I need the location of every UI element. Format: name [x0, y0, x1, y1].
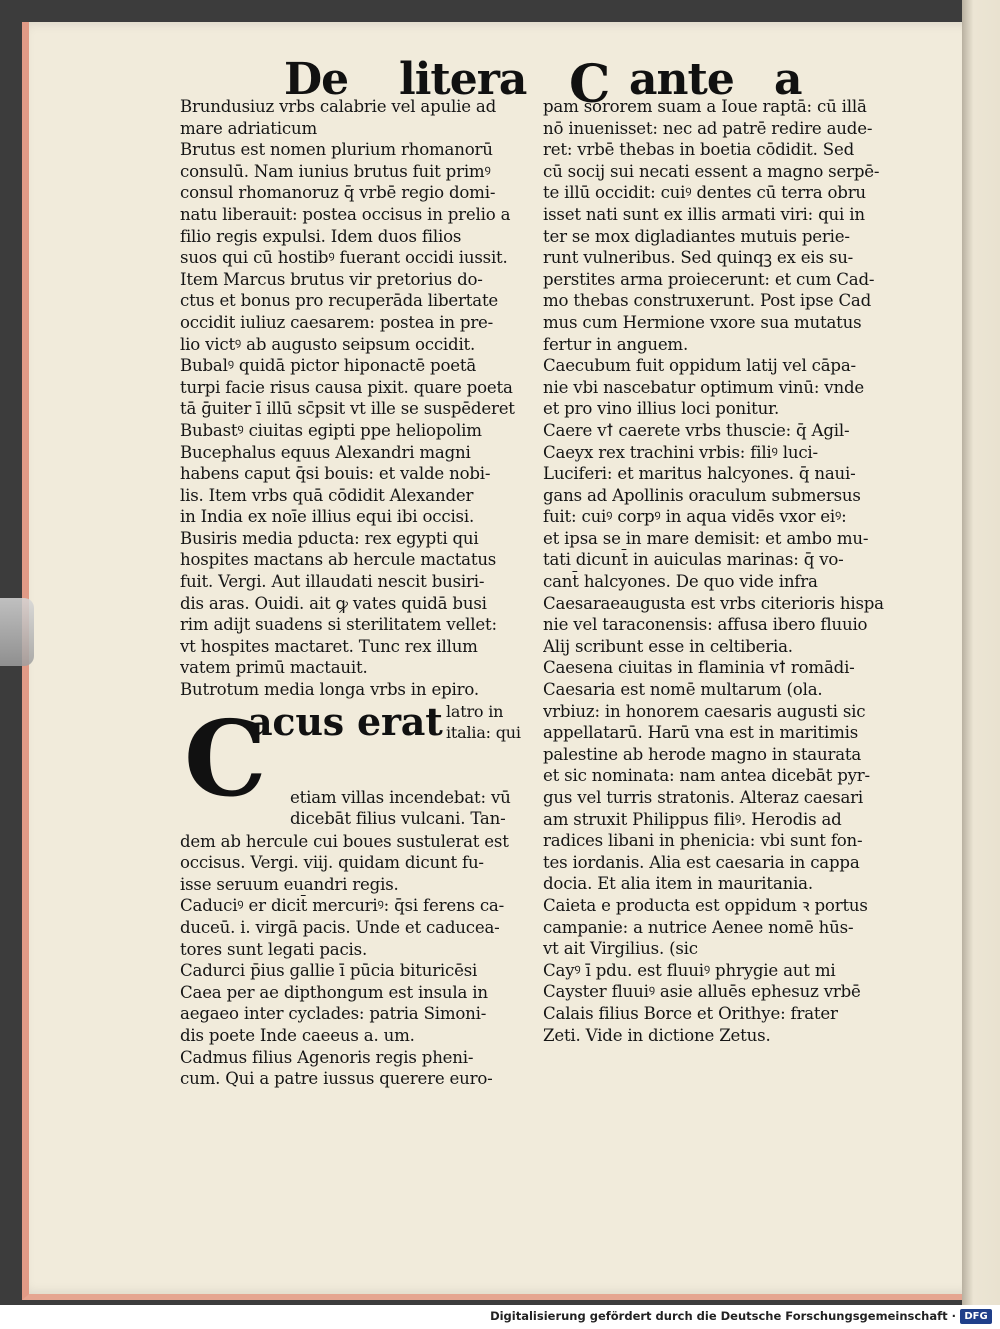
text-line: in India ex noīe illius equi ibi occisi. [180, 507, 475, 527]
text-line: occisus. Vergi. viij. quidam dicunt fu- [180, 853, 484, 873]
text-line: dis aras. Ouidi. ait ꝙ vates quidā busi [180, 593, 487, 613]
text-line: et sic nominata: nam antea dicebāt pyr- [543, 766, 870, 786]
text-line: ctus et bonus pro recuperāda libertate [180, 291, 499, 311]
left-text-column [180, 96, 525, 1090]
text-line: mus cum Hermione vxore sua mutatus [543, 312, 862, 332]
text-line: Caere vꝉ caerete vrbs thuscie: q̄ Agil- [543, 420, 850, 440]
header-letter-c: C [569, 54, 610, 115]
text-line: Bubalꝰ quidā pictor hiponactē poetā [180, 356, 477, 376]
text-line: duceū. i. virgā pacis. Unde et caducea- [180, 918, 500, 937]
text-line: et ipsa se in mare demisit: et ambo mu- [543, 528, 869, 548]
text-line: lis. Item vrbs quā cōdidit Alexander [180, 485, 474, 505]
text-line: tati dicunt̄ in auiculas marinas: q̄ vo- [543, 550, 844, 570]
text-line: dem ab hercule cui boues sustulerat est [180, 831, 509, 851]
decorated-initial-section [180, 696, 525, 831]
text-line: cant̄ halcyones. De quo vide infra [543, 572, 818, 592]
text-line: Cadmus filius Agenoris regis pheni- [180, 1047, 474, 1067]
text-line: vatem primū mactauit. [180, 658, 368, 678]
left-column-entries [180, 96, 525, 701]
text-line: latro in [446, 701, 504, 721]
text-line: nie vbi nascebatur optimum vinū: vnde [543, 377, 864, 397]
dfg-logo: DFG [960, 1309, 992, 1324]
text-line: nō inuenisset: nec ad patrē redire aude- [543, 118, 873, 138]
text-line: filio regis expulsi. Idem duos filios [180, 226, 462, 246]
text-line: Calais filius Borce et Orithye: frater [543, 1003, 838, 1023]
text-line: gus vel turris stratonis. Alteraz caesari [543, 788, 863, 807]
text-line: te illū occidit: cuiꝰ dentes cū terra obru [543, 183, 866, 203]
text-line: am struxit Philippus filiꝰ. Herodis ad [543, 809, 842, 829]
text-line: et pro vino illius loci ponitur. [543, 399, 780, 419]
text-line: gans ad Apollinis oraculum submersus [543, 485, 861, 505]
text-line: dicebāt filius vulcani. Tan- [290, 809, 506, 829]
initial-under-text [290, 787, 540, 830]
text-line: pam sororem suam a Ioue raptā: cū illā [543, 97, 867, 116]
text-line: Bubastꝰ ciuitas egipti ppe heliopolim [180, 420, 482, 440]
text-line: fertur in anguem. [543, 334, 689, 354]
text-line: Cayꝰ ī pdu. est fluuiꝰ phrygie aut mi [543, 960, 836, 980]
text-line: Caesaria est nomē multarum (ola. [543, 680, 823, 700]
text-line: dis poete Inde caeeus a. um. [180, 1025, 415, 1045]
right-text-column [543, 96, 895, 1046]
text-line: fuit. Vergi. Aut illaudati nescit busiri- [180, 572, 485, 592]
text-line: Caduciꝰ er dicit̄ mercuriꝰ: q̄si ferens ca- [180, 896, 505, 916]
text-line: turpi facie risus causa pixit. quare poeta [180, 377, 513, 397]
text-line: Butrotum media longa vrbs in epiro. [180, 680, 479, 700]
text-line: Bucephalus equus Alexandri magni [180, 442, 471, 462]
text-line: radices libani in phenicia: vbi sunt fon- [543, 831, 863, 851]
text-line: vrbiuz: in honorem caesaris augusti sic [543, 701, 866, 721]
decorated-initial-letter: C [184, 696, 267, 820]
text-line: tā ḡuiter ī illū sc̄psit vt ille se suspēderet [180, 399, 515, 419]
text-line: occidit iuliuz caesarem: postea in pre- [180, 312, 494, 332]
text-line: Brutus est nomen plurium rhomanorū [180, 140, 493, 160]
text-line: campanie: a nutrice Aenee nomē hūs- [543, 917, 854, 937]
header-word-ante: ante [629, 54, 734, 105]
text-line: ret: vrbē thebas in boetia cōdidit. Sed [543, 140, 855, 160]
text-line: etiam villas incendebat: vū [290, 787, 511, 807]
text-line: habens caput q̄si bouis: et valde nobi- [180, 464, 491, 484]
text-line: mo thebas construxerunt. Post ipse Cad [543, 291, 872, 311]
text-line: runt vulneribus. Sed quinqꝫ ex eis su- [543, 248, 854, 268]
text-line: cū socij sui necati essent a magno serpē- [543, 161, 880, 181]
initial-continuation [180, 831, 525, 896]
text-line: Busiris media pducta: rex egypti qui [180, 528, 479, 548]
header-letter-a: a [774, 54, 802, 105]
text-line: perstites arma proiecerunt: et cum Cad- [543, 269, 875, 289]
text-line: appellatarū. Harū vna est in maritimis [543, 723, 859, 743]
facing-page-edge [962, 0, 1000, 1305]
text-line: Caecubum fuit oppidum latij vel cāpa- [543, 356, 856, 376]
text-line: hospites mactans ab hercule mactatus [180, 550, 497, 570]
right-column-entries [543, 96, 895, 1046]
text-line: Luciferi: et maritus halcyones. q̄ naui- [543, 464, 856, 484]
digitization-footer [0, 1305, 1000, 1329]
text-line: cum. Qui a patre iussus querere euro- [180, 1069, 493, 1089]
text-line: Zeti. Vide in dictione Zetus. [543, 1025, 771, 1045]
funding-credit: Digitalisierung gefördert durch die Deutsche Forschungsgemeinschaft · [490, 1309, 956, 1323]
left-column-entries-continued [180, 895, 525, 1089]
text-line: ter se mox digladiantes mutuis perie- [543, 226, 850, 246]
text-line: Item Marcus brutus vir pretorius do- [180, 269, 483, 289]
text-line: italia: qui [446, 723, 521, 743]
text-line: docia. Et alia item in mauritania. [543, 874, 813, 894]
initial-heading-word: acus erat [248, 698, 443, 744]
text-line: Caesaraeaugusta est vrbs citerioris hispa [543, 593, 884, 613]
text-line: vt hospites mactaret. Tunc rex illum [180, 636, 478, 656]
text-line: Caea per ae dipthongum est insula in [180, 982, 488, 1002]
text-line: isse seruum euandri regis. [180, 874, 399, 894]
text-line: Cadurci p̄ius gallie ī pūcia bituricēsi [180, 961, 478, 981]
text-line: tes iordanis. Alia est caesaria in cappa [543, 852, 860, 872]
header-word-litera: litera [399, 54, 527, 105]
initial-side-text [446, 701, 536, 744]
text-line: nie vel taraconensis: affusa ibero fluuio [543, 615, 868, 635]
text-line: rim adijt suadens si sterilitatem vellet: [180, 615, 497, 635]
text-line: suos qui cū hostibꝰ fuerant occidi iussit. [180, 248, 508, 268]
text-line: aegaeo inter cyclades: patria Simoni- [180, 1004, 487, 1024]
text-line: Alij scribunt esse in celtiberia. [543, 636, 793, 656]
text-line: isset nati sunt ex illis armati viri: qui in [543, 204, 865, 224]
text-line: Cayster fluuiꝰ asie alluēs ephesuz vrbē [543, 982, 861, 1002]
text-line: mare adriaticum [180, 118, 317, 138]
text-line: Caesena ciuitas in flaminia vꝉ romādi- [543, 658, 855, 678]
text-line: Brundusiuz vrbs calabrie vel apulie ad [180, 97, 497, 116]
text-line: Caeyx rex trachini vrbis: filiꝰ luci- [543, 442, 818, 462]
book-clip [0, 598, 34, 666]
text-line: Caieta e producta est oppidum ꝛ portus [543, 895, 868, 915]
text-line: consul rhomanoruz q̄ vrbē regio domi- [180, 183, 496, 203]
text-line: fuit: cuiꝰ corpꝰ in aqua vidēs vxor eiꝰ: [543, 507, 847, 527]
header-word-de: De [284, 54, 349, 105]
text-line: palestine ab herode magno in staurata [543, 744, 862, 764]
text-line: natu liberauit: postea occisus in prelio a [180, 204, 511, 224]
text-line: lio victꝰ ab augusto seipsum occidit. [180, 334, 476, 354]
text-line: consulū. Nam iunius brutus fuit primꝰ [180, 161, 491, 181]
text-line: vt ait Virgilius. (sic [543, 939, 698, 959]
text-line: tores sunt legati pacis. [180, 939, 368, 959]
